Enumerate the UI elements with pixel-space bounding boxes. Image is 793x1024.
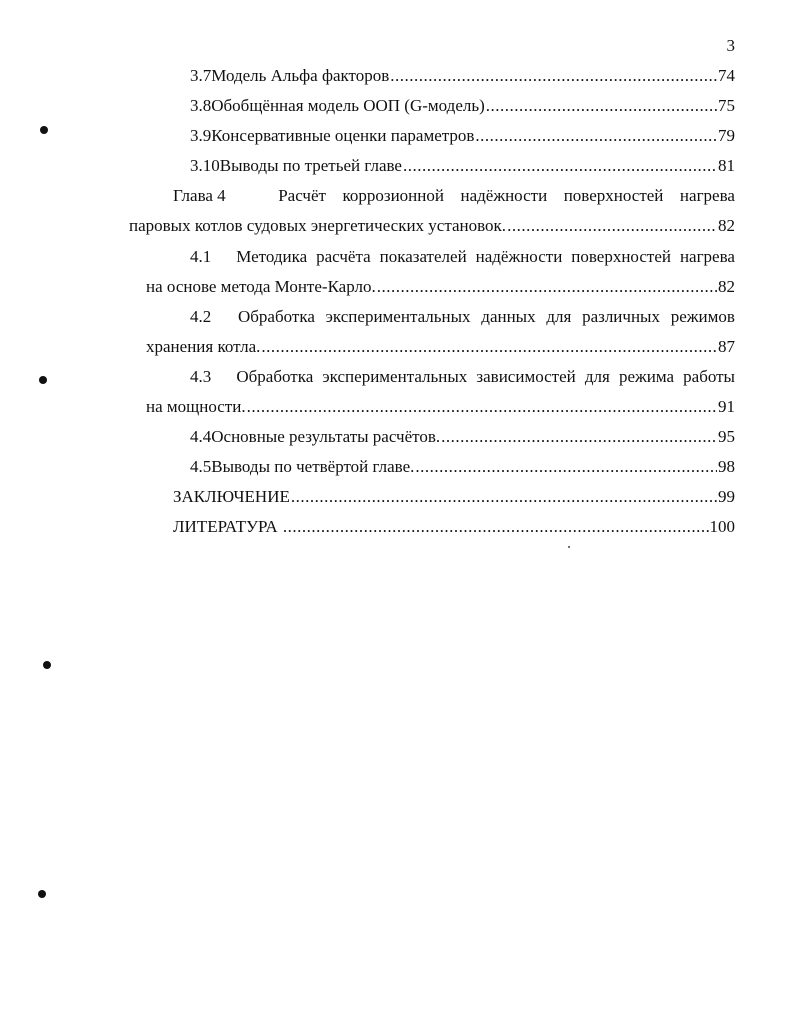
toc-entry-continuation[interactable] xyxy=(146,277,735,299)
chapter-label: Глава 4 xyxy=(173,186,226,205)
section-number: 3.10 xyxy=(190,156,220,175)
section-number: 3.7 xyxy=(190,66,212,85)
toc-entry[interactable] xyxy=(173,517,735,539)
section-number: 4.4 xyxy=(190,427,212,446)
section-title: на мощности. xyxy=(146,397,246,416)
section-number: 4.2 xyxy=(190,307,212,326)
section-number: 4.3 xyxy=(190,367,212,386)
title-word: режима xyxy=(618,367,675,386)
title-word: Расчёт xyxy=(278,186,326,205)
section-title: Основные результаты расчётов. xyxy=(211,427,441,446)
toc-entry-line[interactable] xyxy=(190,247,735,269)
toc-entry[interactable] xyxy=(190,66,735,88)
page-ref: 91 xyxy=(718,397,735,416)
title-word: надёжности xyxy=(460,186,548,205)
toc-entry[interactable] xyxy=(190,427,735,449)
page-ref: 81 xyxy=(718,156,735,175)
dot-leader xyxy=(291,487,717,507)
title-word: различных xyxy=(582,307,660,326)
binder-hole xyxy=(38,890,46,898)
section-title: ЗАКЛЮЧЕНИЕ xyxy=(173,487,290,506)
title-word: для xyxy=(584,367,610,386)
section-title: ЛИТЕРАТУРА xyxy=(173,517,282,536)
page-ref: 95 xyxy=(718,427,735,446)
page-ref: 87 xyxy=(718,337,735,356)
toc-chapter-line[interactable] xyxy=(173,186,735,208)
title-word: Обработка xyxy=(236,367,314,386)
section-title: Консервативные оценки параметров xyxy=(211,126,475,145)
title-word: поверхностей xyxy=(571,247,671,266)
dot-leader xyxy=(283,517,709,537)
section-title: Выводы по третьей главе xyxy=(219,156,402,175)
page-ref: 75 xyxy=(718,96,735,115)
section-number: 4.5 xyxy=(190,457,212,476)
title-word: зависимостей xyxy=(476,367,576,386)
binder-hole xyxy=(40,126,48,134)
toc-entry-continuation[interactable] xyxy=(146,337,735,359)
toc-entry-line[interactable] xyxy=(190,307,735,329)
title-word: нагрева xyxy=(679,186,735,205)
title-word: работы xyxy=(683,367,735,386)
toc-entry-continuation[interactable] xyxy=(129,216,735,238)
dot-leader xyxy=(507,216,717,236)
page-ref: 74 xyxy=(718,66,735,85)
page-ref: 98 xyxy=(718,457,735,476)
toc-entry[interactable] xyxy=(190,156,735,178)
section-title: на основе метода Монте-Карло. xyxy=(146,277,376,296)
title-word: экспериментальных xyxy=(325,307,471,326)
binder-hole xyxy=(39,376,47,384)
dot-leader xyxy=(441,427,717,447)
title-word: нагрева xyxy=(679,247,735,266)
dot-leader xyxy=(390,66,717,86)
dot-leader xyxy=(475,126,717,146)
dot-leader xyxy=(415,457,717,477)
page-ref: 100 xyxy=(709,517,735,536)
page-ref: 79 xyxy=(718,126,735,145)
dot-leader xyxy=(247,397,717,417)
binder-hole xyxy=(43,661,51,669)
toc-entry[interactable] xyxy=(173,487,735,509)
page-number: 3 xyxy=(726,36,735,55)
title-word: Обработка xyxy=(238,307,315,326)
title-word: для xyxy=(546,307,572,326)
section-number: 4.1 xyxy=(190,247,212,266)
section-number: 3.9 xyxy=(190,126,212,145)
dot-leader xyxy=(261,337,717,357)
section-title: Обобщённая модель ООП (G-модель) xyxy=(211,96,485,115)
title-word: Методика xyxy=(236,247,308,266)
section-title: паровых котлов судовых энергетических установок. xyxy=(129,216,507,235)
title-word: режимов xyxy=(670,307,735,326)
toc-entry[interactable] xyxy=(190,126,735,148)
dot-leader xyxy=(377,277,717,297)
section-title: Выводы по четвёртой главе. xyxy=(211,457,415,476)
scan-speck xyxy=(568,546,570,548)
toc-entry[interactable] xyxy=(190,457,735,479)
page-ref: 99 xyxy=(718,487,735,506)
toc-entry-line[interactable] xyxy=(190,367,735,389)
title-word: коррозионной xyxy=(342,186,444,205)
dot-leader xyxy=(486,96,717,116)
toc-entry-continuation[interactable] xyxy=(146,397,735,419)
title-word: показателей xyxy=(379,247,467,266)
section-number: 3.8 xyxy=(190,96,212,115)
dot-leader xyxy=(403,156,717,176)
page-ref: 82 xyxy=(718,277,735,296)
page-ref: 82 xyxy=(718,216,735,235)
title-word: поверхностей xyxy=(563,186,664,205)
toc-entry[interactable] xyxy=(190,96,735,118)
title-word: экспериментальных xyxy=(322,367,468,386)
section-title: Модель Альфа факторов xyxy=(211,66,390,85)
title-word: расчёта xyxy=(316,247,371,266)
title-word: данных xyxy=(481,307,536,326)
title-word: надёжности xyxy=(475,247,563,266)
section-title: хранения котла. xyxy=(146,337,261,356)
